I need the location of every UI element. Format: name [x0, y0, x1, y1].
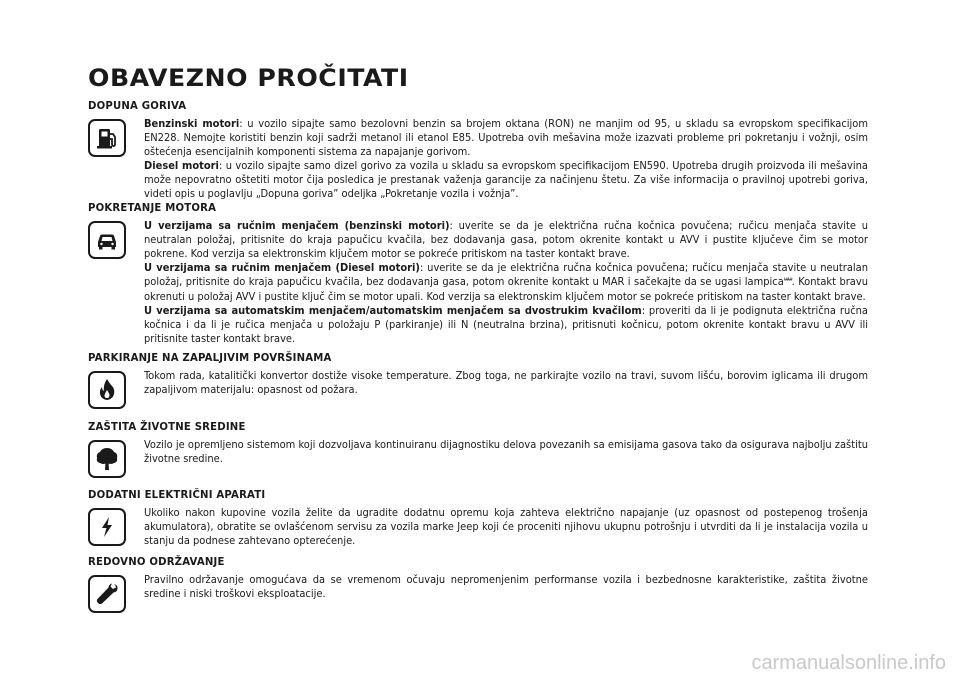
- fuel-pump-icon: [88, 119, 126, 157]
- car-icon: [88, 221, 126, 259]
- paragraph-maintenance: Pravilno održavanje omogućava da se vremenom očuvaju nepromenjenim performanse vozila i bezbednosne karakteristike, zaštita životne sredine i niski troškovi eksploatacije.: [144, 573, 868, 600]
- paragraph-automatic: U verzijama sa automatskim menjačem/automatskim menjačem sa dvostrukim kvačilom: proveriti da li je podignuta električna ručna kočnica i da li je ručica menjača u položaju P (parkiranje) ili N (neutralna brzina), pritisnuti kočnicu, potom okrenite kontakt bravu u AVV ili pritisnite taster kontakt brave.: [144, 304, 868, 345]
- section-maintenance: [88, 555, 868, 601]
- paragraph-manual-petrol: U verzijama sa ručnim menjačem (benzinski motori): uverite se da je električna ručna kočnica povučena; ručicu menjača stavite u neutralan položaj, pritisnite do kraja papučicu kvačila, bez dodavanja gasa, potom okrenite kontakt u AVV i pustite ključeve čim se motor pokrene. Kod verzija sa elektronskim ključem motor se pokreće pritiskom na taster kontakt brave.: [144, 219, 868, 260]
- fire-icon: [88, 371, 126, 409]
- section-electrical-devices: [88, 488, 868, 548]
- wrench-icon: [88, 575, 126, 613]
- section-environment: [88, 420, 868, 466]
- lightning-icon: [88, 508, 126, 546]
- section-engine-start: [88, 201, 868, 346]
- section-heading: DODATNI ELEKTRIČNI APARATI: [88, 488, 266, 501]
- paragraph-petrol-engines: Benzinski motori: u vozilo sipajte samo bezolovni benzin sa brojem oktana (RON) ne manjim od 95, u skladu sa evropskom specifikacijom EN228. Nemojte koristiti benzin koji sadrži metanol ili etanol E85. Upotreba ovih mešavina može izazvati probleme pri pokretanju i vožnji, osim oštećenja esencijalnih komponenti sistema za napajanje gorivom.: [144, 117, 868, 158]
- watermark: carmanualsonline.info: [751, 652, 946, 674]
- page-title: OBAVEZNO PROČITATI: [88, 64, 409, 92]
- paragraph-manual-diesel: U verzijama sa ručnim menjačem (Diesel motori): uverite se da je električna ručna kočnica povučena; ručicu menjača stavite u neutralan položaj, pritisnite do kraja papučicu kvačila, bez dodavanja gasa, potom okrenite kontakt u MAR i sačekajte da se ugasi lampicaᐜᐜ. Kontakt bravu okrenuti u položaj AVV i pustite ključ čim se motor upali. Kod verzija sa elektronskim ključem motor se pokreće pritiskom na taster kontakt brave.: [144, 261, 869, 303]
- paragraph-electrical: Ukoliko nakon kupovine vozila želite da ugradite dodatnu opremu koja zahteva električno napajanje (uz opasnost od postepenog trošenja akumulatora), obratite se ovlašćenom servisu za vozila marke Jeep koji će proceniti njihovu ukupnu potrošnju i utvrditi da li je instalacija vozila u stanju da podnese zahtevano opterećenje.: [144, 506, 868, 547]
- tree-icon: [88, 440, 126, 478]
- section-heading: REDOVNO ODRŽAVANJE: [88, 555, 225, 568]
- section-heading: POKRETANJE MOTORA: [88, 201, 217, 214]
- section-heading: PARKIRANJE NA ZAPALJIVIM POVRŠINAMA: [88, 351, 332, 364]
- section-heading: DOPUNA GORIVA: [88, 99, 187, 112]
- glow-plug-lamp-icon: ᐜᐜ: [783, 277, 792, 288]
- paragraph-diesel-engines: Diesel motori: u vozilo sipajte samo dizel gorivo za vozila u skladu sa evropskom specifikacijom EN590. Upotreba drugih proizvoda ili mešavina može nepovratno oštetiti motor čija posledica je prestanak važenja garancije za načinjenu štetu. Za više informacija o pravilnoj upotrebi goriva, videti opis u poglavlju „Dopuna goriva” odeljka „Pokretanje vozila i vožnja”.: [144, 159, 868, 200]
- section-heading: ZAŠTITA ŽIVOTNE SREDINE: [88, 420, 246, 433]
- section-parking-flammable: [88, 351, 868, 397]
- section-fuel-refill: [88, 99, 868, 201]
- paragraph-environment: Vozilo je opremljeno sistemom koji dozvoljava kontinuiranu dijagnostiku delova povezanih sa emisijama gasova tako da osigurava najbolju zaštitu životne sredine.: [144, 438, 868, 465]
- paragraph-parking: Tokom rada, katalitički konvertor dostiže visoke temperature. Zbog toga, ne parkirajte vozilo na travi, suvom lišću, borovim iglicama ili drugom zapaljivom materijalu: opasnost od požara.: [144, 369, 868, 396]
